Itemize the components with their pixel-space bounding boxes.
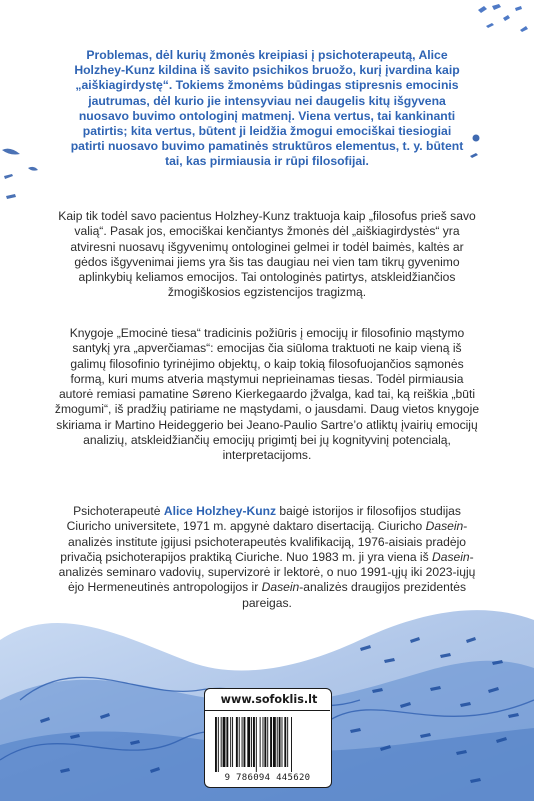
barcode-bar: [242, 717, 243, 767]
barcode-bar: [236, 717, 238, 767]
barcode-bar: [247, 717, 250, 767]
barcode-bar: [239, 717, 240, 767]
barcode-bar: [251, 717, 252, 767]
divider: [205, 710, 330, 711]
lead-paragraph: Problemas, dėl kurių žmonės kreipiasi į psichoterapeutą, Alice Holzhey-Kunz kildina iš savito psichikos bruožo, kurį įvardina kaip „aiškiagirdystę“. Tokiems žmonėms būdingas stipresnis emocinis jautrumas, dėl kurio jie intensyviau nei daugelis kitų išgyvena nuosavo buvimo ontologinį matmenį. Viena vertus, tai kankinanti patirtis; kita vertus, būtent ji leidžia žmogui emociškai tiesiogiai patirti nuosavo buvimo pamatinės struktūros elementus, t. y. būtent tai, kas pirmiausia ir rūpi filosofijai.: [70, 48, 464, 169]
bio-text-1: baigė istorijos ir filosofijos studijas Ciuricho universitete, 1971 m. apgynė daktaro disertaciją. Ciuricho: [66, 504, 461, 534]
barcode-bar: [256, 717, 257, 772]
barcode-bar: [221, 717, 222, 767]
barcode-bar: [215, 717, 217, 772]
author-name: Alice Holzhey-Kunz: [163, 504, 277, 518]
bio-text-4: -analizės draugijos prezidentės pareigas.: [242, 580, 466, 610]
barcode-bar: [244, 717, 246, 767]
barcode-bar: [279, 717, 281, 767]
barcode-bar: [223, 717, 226, 767]
bio-intro: Psichoterapeutė: [73, 504, 164, 518]
barcode-bar: [287, 717, 288, 767]
barcode-bar: [253, 717, 255, 767]
barcode-bar: [232, 717, 233, 767]
barcode-bar: [263, 717, 264, 767]
barcode-bar: [277, 717, 278, 767]
body-paragraph-2: Knygoje „Emocinė tiesa“ tradicinis požiūris į emocijų ir filosofinio mąstymo santykį yra „apverčiamas“: emocijas čia siūloma traktuoti ne kaip vieną iš galimų filosofinio tyrinėjimo objektų, o kaip tokią filosofuojančios sąmonės formą, kuri mums atveria mąstymui neprieinamas tiesas. Todėl pirmiausia autorė remiasi pamatine Søreno Kierkegaardo įžvalga, kad tai, ką reiškia „būti žmogumi“, iš pradžių patiriame ne mąstydami, o jausdami. Daug vietos knygoje skiriama ir Martino Heideggerio bei Jeano-Paulio Sartre’o atliktų įvairių emocijų analizių, atskleidžiančių emocijų prigimtį bei jų kognityvinį potencialą, interpretacijoms.: [54, 326, 480, 463]
barcode-bar: [230, 717, 231, 767]
barcode-bar: [273, 717, 276, 767]
barcode-bar: [267, 717, 268, 767]
dasein-term: Dasein: [432, 549, 470, 564]
barcode-bar: [270, 717, 272, 767]
barcode-bar: [284, 717, 286, 767]
barcode-bar: [291, 717, 292, 772]
barcode-bar: [282, 717, 283, 767]
barcode-box: [204, 688, 332, 788]
barcode-bar: [218, 717, 219, 772]
dasein-term: Dasein: [261, 580, 300, 595]
publisher-url: www.sofoklis.lt: [220, 693, 318, 706]
body-paragraph-1: Kaip tik todėl savo pacientus Holzhey-Kunz traktuoja kaip „filosofus prieš savo valią“. Pasak jos, emociškai kenčiantys žmonės dėl „aiškiagirdystės“ yra atviresni nuosavų išgyvenimų ontologinei gelmei ir todėl baimės, kaltės ar gėdos išgyvenimai jiems yra šis tas daugiau nei vien tam tikrų gyvenimo aplinkybių keliamos emocijos. Tai ontologinės patirtys, atskleidžiančios žmogiškosios egzistencijos tragizmą.: [58, 209, 476, 300]
barcode-bar: [226, 717, 228, 767]
barcode-bar: [264, 717, 266, 767]
bio-text-3: -analizės seminaro vadovių, supervizorė ir lektorė, o nuo 1991-ųjų iki 2023-iųjų ėjo Hermeneutinės antropologijos ir: [58, 549, 476, 595]
isbn-number: 9 786094 445620: [224, 773, 311, 783]
isbn-barcode: [215, 717, 320, 772]
barcode-bar: [260, 717, 261, 767]
dasein-term: Dasein: [425, 519, 464, 534]
bio-text-2: -analizės institute įgijusi psichoterapeutės kvalifikaciją, 1976-aisiais pradėjo privačią psichoterapijos praktiką Ciuriche. Nuo 1983 m. ji yra viena iš: [60, 519, 468, 564]
author-bio-paragraph: [54, 504, 480, 611]
